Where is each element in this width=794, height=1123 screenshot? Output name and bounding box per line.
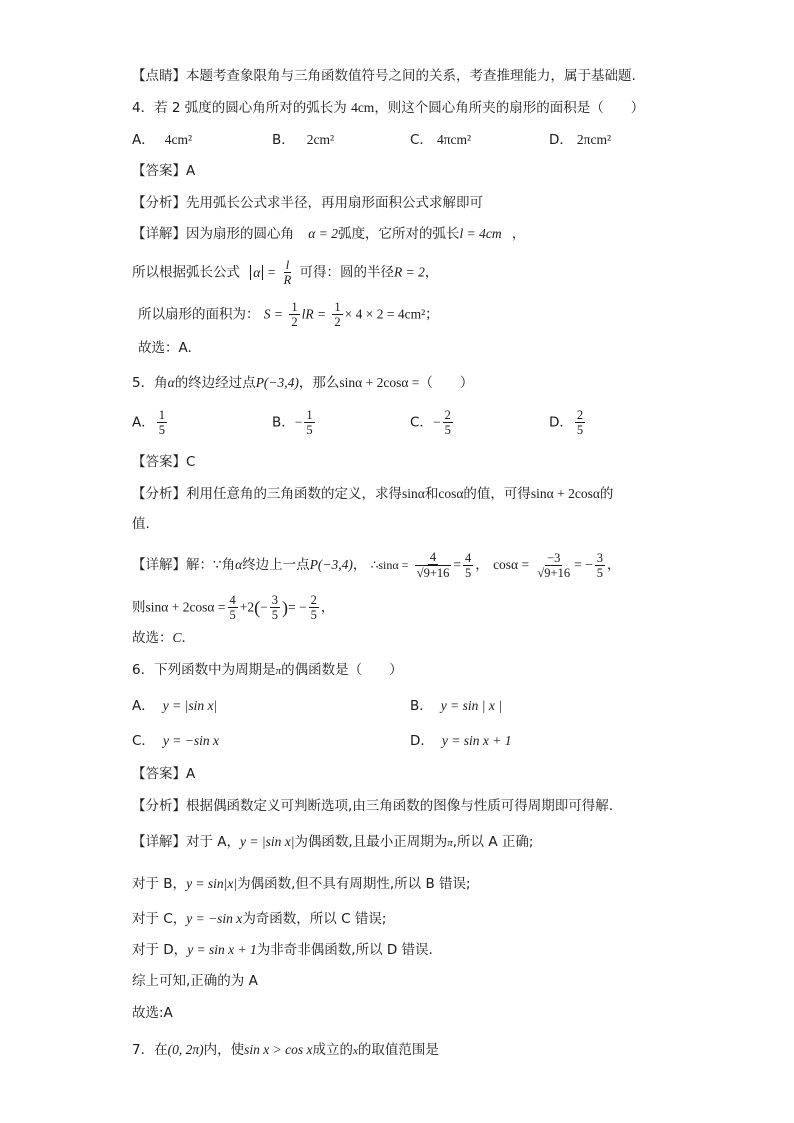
q4-area-lr: lR = — [301, 306, 327, 322]
q6-summary: 综上可知,正确的为 A — [132, 973, 258, 989]
frac-denominator: 5 — [158, 423, 165, 437]
q5-detail-cos: cosα = — [493, 557, 530, 572]
q4-formula-c: ， — [424, 264, 439, 281]
q5-stem-c: ，那么 — [298, 375, 340, 391]
frac-numerator: 2 — [310, 593, 317, 607]
q6-analysis-line — [132, 796, 613, 816]
q4-area-frac2 — [332, 300, 342, 329]
q5-calc-frac2 — [270, 593, 280, 622]
q5-detail-frac4 — [595, 551, 605, 580]
q5-calc-neg: − — [260, 599, 268, 615]
q5-detail-eq1: = — [453, 557, 462, 572]
q5-detail-eq3: = − — [574, 557, 593, 572]
q5-analysis-cos: cosα — [438, 486, 464, 501]
q6-option-a-label: A． — [132, 698, 155, 714]
q6-option-d — [410, 731, 512, 751]
q5-analysis-sin: sinα — [402, 486, 425, 501]
q6-detail-func: y = |sin x| — [240, 834, 295, 849]
frac-denominator: 5 — [306, 423, 313, 437]
q6-detail-pi: π — [447, 837, 453, 849]
q6-b-line — [132, 874, 471, 894]
frac-denominator: R — [283, 273, 292, 287]
frac-numerator: 1 — [158, 408, 165, 422]
q5-option-b-sign: − — [294, 414, 303, 430]
q5-detail-c: ， — [352, 557, 367, 573]
q6-answer-line — [132, 764, 195, 784]
q6-detail-a: 对于 A， — [186, 834, 241, 850]
q6-stem-a: 6．下列函数中为周期是 — [132, 662, 276, 678]
q5-option-a — [132, 408, 169, 437]
frac-denominator: 5 — [465, 565, 472, 580]
q5-detail-alpha: α — [235, 557, 243, 572]
label-answer: 【答案】 — [132, 163, 186, 179]
q4-option-b-label: B． — [272, 132, 295, 148]
q6-d-b: 为非奇非偶函数,所以 D 错误. — [256, 942, 433, 958]
frac-denominator: 2 — [334, 315, 341, 329]
q5-option-b — [272, 408, 317, 437]
frac-denominator: 5 — [596, 565, 603, 580]
q5-detail-sep: ， — [475, 557, 489, 573]
q5-calc-eq: = − — [288, 599, 307, 615]
frac-denominator: 5 — [444, 423, 451, 437]
q5-detail-end: ， — [606, 557, 621, 573]
q6-choice: 故选:A — [132, 1005, 173, 1021]
q7-stem-c: 成立的 — [312, 1042, 353, 1058]
q4-arc-length: 4cm — [351, 100, 375, 115]
q5-detail-frac3 — [535, 551, 572, 580]
q5-detail-line — [132, 550, 620, 580]
frac-numerator: 4 — [229, 593, 236, 607]
q6-analysis: 根据偶函数定义可判断选项,由三角函数的图像与性质可得周期即可得解. — [186, 798, 614, 814]
q6-d-line — [132, 940, 433, 960]
question-6-stem — [132, 660, 403, 681]
q4-detail-a: 因为扇形的圆心角 — [186, 226, 294, 242]
q6-choice-line — [132, 1003, 173, 1023]
q7-x: x — [352, 1045, 358, 1057]
q6-c-a: 对于 C， — [132, 911, 187, 927]
q5-option-c-frac — [443, 408, 453, 437]
q5-alpha: α — [167, 375, 175, 390]
q6-detail-b: 为偶函数,且最小正周期为 — [294, 834, 448, 850]
q6-option-c-value: y = −sin x — [162, 733, 220, 748]
frac-denominator: 5 — [576, 423, 584, 437]
q5-option-d-frac — [575, 408, 585, 437]
q4-formula-b: 可得：圆的半径 — [299, 264, 395, 281]
frac-numerator: 3 — [271, 593, 278, 607]
q4-formula-abs: α — [250, 265, 263, 280]
q6-option-d-label: D． — [410, 733, 434, 749]
question-5-stem — [132, 373, 473, 393]
q6-detail-c: ,所以 A 正确; — [452, 834, 534, 850]
frac-numerator: 1 — [291, 300, 298, 314]
q5-analysis-expr: sinα + 2cosα — [530, 486, 600, 501]
q7-stem-b: 内，使 — [203, 1042, 245, 1058]
frac-denominator: 5 — [310, 608, 317, 622]
q4-choice-line — [138, 338, 192, 358]
frac-numerator: 2 — [576, 408, 584, 422]
q4-answer: A — [186, 163, 196, 179]
q4-option-c — [410, 130, 471, 150]
q6-option-d-value: y = sin x + 1 — [441, 733, 512, 748]
q5-analysis-line-2 — [132, 514, 150, 534]
q4-area-a: 所以扇形的面积为： — [138, 306, 260, 323]
frac-numerator: l — [285, 258, 290, 272]
label-detail: 【详解】 — [132, 557, 186, 573]
q5-analysis-a: 利用任意角的三角函数的定义，求得 — [186, 486, 402, 502]
q6-option-b-value: y = sin | x | — [440, 698, 502, 713]
q5-option-c — [410, 408, 455, 437]
q4-analysis: 先用弧长公式求半径，再用扇形面积公式求解即可 — [186, 195, 483, 211]
q6-d-func: y = sin x + 1 — [187, 942, 257, 957]
q5-calc-frac3 — [309, 593, 319, 622]
q6-b-b: 为偶函数,但不具有周期性,所以 B 错误; — [237, 876, 471, 892]
label-answer: 【答案】 — [132, 766, 186, 782]
q4-formula-line — [132, 258, 438, 287]
frac-denominator: √9+16 — [416, 566, 450, 580]
q5-detail-a: 解：∵角 — [186, 557, 236, 573]
q4-area-result: × 4 × 2 = 4cm² — [344, 306, 426, 322]
q5-stem-b: 的终边经过点 — [174, 375, 256, 391]
q5-detail-sin: ∴sinα = — [370, 558, 409, 572]
q7-interval: (0, 2π) — [167, 1042, 204, 1057]
question-4-stem — [132, 98, 644, 118]
frac-numerator: 3 — [596, 550, 603, 565]
question-7-stem — [132, 1040, 439, 1061]
q5-calc-c: ， — [320, 599, 335, 616]
q6-option-b-label: B． — [410, 698, 433, 714]
q6-stem-b: 的偶函数是（ ） — [281, 662, 403, 678]
q5-calc-frac1 — [228, 593, 238, 622]
q4-option-d-value: 2πcm² — [576, 132, 612, 147]
frac-denominator: 5 — [229, 608, 236, 622]
q4-option-d — [549, 130, 611, 150]
frac-numerator: 2 — [444, 408, 451, 422]
q5-detail-point: P(−3,4) — [309, 557, 353, 572]
q6-detail-line — [132, 832, 533, 853]
q4-option-a-value: 4cm² — [164, 132, 193, 147]
q5-option-c-label: C． — [410, 414, 433, 431]
frac-numerator: 1 — [334, 300, 341, 314]
q7-stem-d: 的取值范围是 — [357, 1042, 439, 1058]
label-comment: 【点睛】 — [132, 68, 186, 84]
q5-detail-frac1 — [415, 550, 452, 580]
q6-d-a: 对于 D， — [132, 942, 188, 958]
q4-option-a — [132, 130, 192, 150]
frac-denominator: 2 — [291, 315, 298, 329]
q4-detail-b: 弧度，它所对的弧长 — [338, 226, 460, 242]
q5-point: P(−3,4) — [255, 375, 299, 390]
q4-option-c-label: C． — [410, 132, 433, 148]
frac-numerator: −3 — [547, 550, 561, 565]
label-answer: 【答案】 — [132, 454, 186, 470]
q4-formula-frac — [282, 258, 294, 287]
q4-stem-b: ，则这个圆心角所夹的扇形的面积是（ ） — [374, 100, 645, 116]
q4-area-c: ； — [425, 306, 439, 323]
q4-answer-line — [132, 161, 195, 181]
q5-choice-a: 故选： — [132, 630, 173, 646]
q4-area-line — [138, 300, 439, 329]
q5-analysis-cont: 值. — [132, 516, 150, 532]
label-analysis: 【分析】 — [132, 486, 186, 502]
q5-detail-frac2 — [463, 551, 473, 580]
q5-option-a-frac — [157, 408, 167, 437]
q6-answer: A — [186, 766, 196, 782]
q4-formula-r: R = 2 — [394, 264, 425, 280]
q5-option-c-sign: − — [432, 414, 441, 430]
q5-calc-a: 则 — [132, 599, 146, 616]
q5-calc-line: 则sinα + 2cosα = $\frac{4}{5}$ +2(− $\frac{3}{5}$ )= − $\frac{2}{5}$ ， — [132, 593, 335, 622]
q4-option-b-value: 2cm² — [306, 132, 335, 147]
q5-option-a-label: A． — [132, 414, 155, 431]
q5-answer: C — [186, 454, 196, 470]
q6-option-c-label: C． — [132, 733, 155, 749]
q4-choice: 故选：A. — [138, 340, 192, 356]
q6-option-a-value: y = |sin x| — [162, 698, 218, 713]
q6-c-b: 为奇函数，所以 C 错误; — [242, 911, 387, 927]
q7-stem-a: 7．在 — [132, 1042, 168, 1058]
label-analysis: 【分析】 — [132, 798, 186, 814]
label-detail: 【详解】 — [132, 834, 186, 850]
q4-area-frac1 — [289, 300, 299, 329]
q5-stem-a: 5．角 — [132, 375, 168, 391]
q4-detail-line — [132, 224, 525, 244]
q5-analysis-c: 的 — [599, 486, 614, 502]
q4-detail-l: l = 4cm — [459, 226, 502, 241]
q5-option-d — [549, 408, 587, 437]
label-detail: 【详解】 — [132, 226, 186, 242]
q6-b-a: 对于 B， — [132, 876, 187, 892]
q5-analysis-line — [132, 484, 613, 504]
q4-option-c-value: 4πcm² — [436, 132, 472, 147]
q5-detail-b: 终边上一点 — [242, 557, 310, 573]
q4-option-b — [272, 130, 334, 150]
q5-answer-line — [132, 452, 195, 472]
frac-numerator: 4 — [429, 550, 437, 564]
q5-calc-expr: sinα + 2cosα = — [145, 599, 226, 615]
frac-denominator: 5 — [271, 608, 278, 622]
q6-option-b — [410, 696, 502, 716]
q4-detail-c: ， — [511, 226, 526, 242]
q5-calc-plus: +2 — [239, 599, 255, 615]
q5-expression: sinα + 2cosα = — [339, 375, 420, 390]
q5-choice-value: C — [172, 630, 182, 645]
frac-denominator: √9+16 — [537, 565, 571, 580]
q4-option-d-label: D． — [549, 132, 573, 148]
q6-pi: π — [275, 665, 282, 677]
q7-inequality: sin x > cos x — [244, 1042, 313, 1057]
q5-option-b-frac — [304, 408, 314, 437]
q4-stem-a: 4．若 2 弧度的圆心角所对的弧长为 — [132, 100, 347, 116]
frac-numerator: 4 — [465, 550, 472, 565]
q6-option-a — [132, 696, 217, 716]
q6-c-func: y = −sin x — [186, 911, 243, 926]
q5-option-d-label: D． — [549, 414, 573, 431]
q5-choice-c: ． — [181, 630, 196, 646]
q4-detail-alpha: α = 2 — [308, 226, 338, 241]
q4-option-a-label: A． — [132, 132, 155, 148]
q5-option-b-label: B． — [272, 414, 295, 431]
q5-analysis-and: 和 — [424, 486, 439, 502]
q6-option-c — [132, 731, 219, 751]
q5-stem-d: （ ） — [419, 375, 474, 391]
q5-analysis-b: 的值，可得 — [463, 486, 531, 502]
q6-summary-line — [132, 971, 258, 991]
comment-text: 本题考查象限角与三角函数值符号之间的关系，考查推理能力，属于基础题. — [186, 68, 636, 84]
q4-analysis-line — [132, 193, 483, 213]
q6-c-line — [132, 909, 386, 929]
q6-b-func: y = sin|x| — [186, 876, 238, 891]
frac-numerator: 1 — [306, 408, 313, 422]
q4-formula-eq: = — [267, 264, 276, 280]
q4-formula-a: 所以根据弧长公式 — [132, 264, 240, 281]
comment-line — [132, 66, 636, 86]
q5-choice-line — [132, 628, 195, 648]
q4-area-s: S = — [263, 306, 284, 322]
label-analysis: 【分析】 — [132, 195, 186, 211]
